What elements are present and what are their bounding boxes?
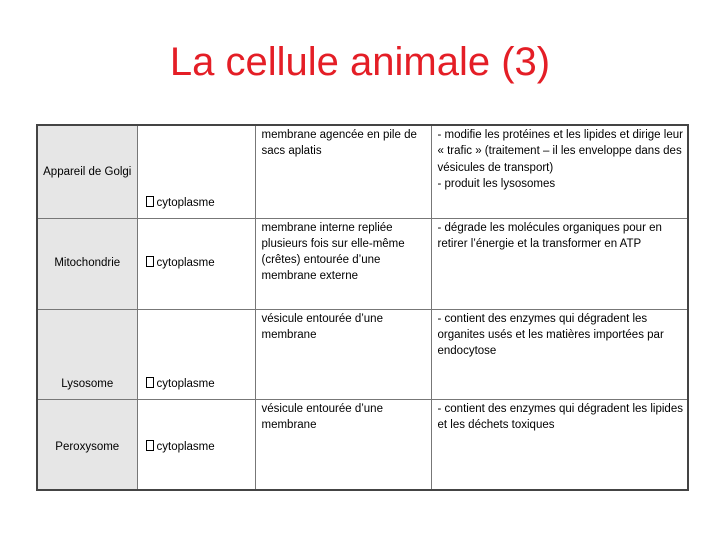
structure-text: membrane interne repliée plusieurs fois sur elle-même (crêtes) entourée d’une membrane externe bbox=[261, 221, 405, 283]
location-cell bbox=[137, 309, 255, 399]
function-line: - contient des enzymes qui dégradent les organites usés et les matières importées par endocytose bbox=[437, 312, 664, 358]
function-cell bbox=[431, 125, 688, 218]
function-line: - dégrade les molécules organiques pour en retirer l’énergie et la transformer en ATP bbox=[437, 221, 662, 250]
structure-cell bbox=[255, 399, 431, 490]
table-row bbox=[37, 125, 688, 218]
organelle-name: Mitochondrie bbox=[54, 257, 121, 270]
function-cell bbox=[431, 309, 688, 399]
organelle-name-cell bbox=[37, 218, 137, 309]
location-text: cytoplasme bbox=[156, 197, 215, 210]
location-text: cytoplasme bbox=[156, 378, 215, 391]
organelle-name: Peroxysome bbox=[55, 440, 120, 453]
structure-text: vésicule entourée d’une membrane bbox=[261, 402, 383, 431]
table-row bbox=[37, 218, 688, 309]
function-line: - modifie les protéines et les lipides et dirige leur « trafic » (traitement – il les enveloppe dans des vésicules de transport) bbox=[437, 129, 683, 174]
missing-glyph-icon bbox=[146, 377, 154, 388]
location-cell bbox=[137, 399, 255, 490]
function-line: - contient des enzymes qui dégradent les lipides et les déchets toxiques bbox=[437, 402, 683, 431]
structure-cell bbox=[255, 125, 431, 218]
function-cell bbox=[431, 399, 688, 490]
function-line: - produit les lysosomes bbox=[437, 177, 556, 190]
function-cell bbox=[431, 218, 688, 309]
location-text: cytoplasme bbox=[156, 257, 215, 270]
structure-text: vésicule entourée d’une membrane bbox=[261, 312, 383, 341]
location-cell bbox=[137, 125, 255, 218]
organelle-table bbox=[36, 124, 689, 491]
organelle-name-cell bbox=[37, 125, 137, 218]
table-row bbox=[37, 399, 688, 490]
organelle-name-cell bbox=[37, 309, 137, 399]
organelle-name: Lysosome bbox=[61, 378, 114, 391]
table-row bbox=[37, 309, 688, 399]
slide-title: La cellule animale (3) bbox=[169, 40, 551, 84]
missing-glyph-icon bbox=[146, 440, 154, 451]
structure-text: membrane agencée en pile de sacs aplatis bbox=[261, 129, 417, 158]
location-text: cytoplasme bbox=[156, 440, 215, 453]
location-cell bbox=[137, 218, 255, 309]
missing-glyph-icon bbox=[146, 256, 154, 267]
structure-cell bbox=[255, 218, 431, 309]
organelle-name-cell bbox=[37, 399, 137, 490]
structure-cell bbox=[255, 309, 431, 399]
missing-glyph-icon bbox=[146, 196, 154, 207]
organelle-name: Appareil de Golgi bbox=[43, 165, 132, 178]
